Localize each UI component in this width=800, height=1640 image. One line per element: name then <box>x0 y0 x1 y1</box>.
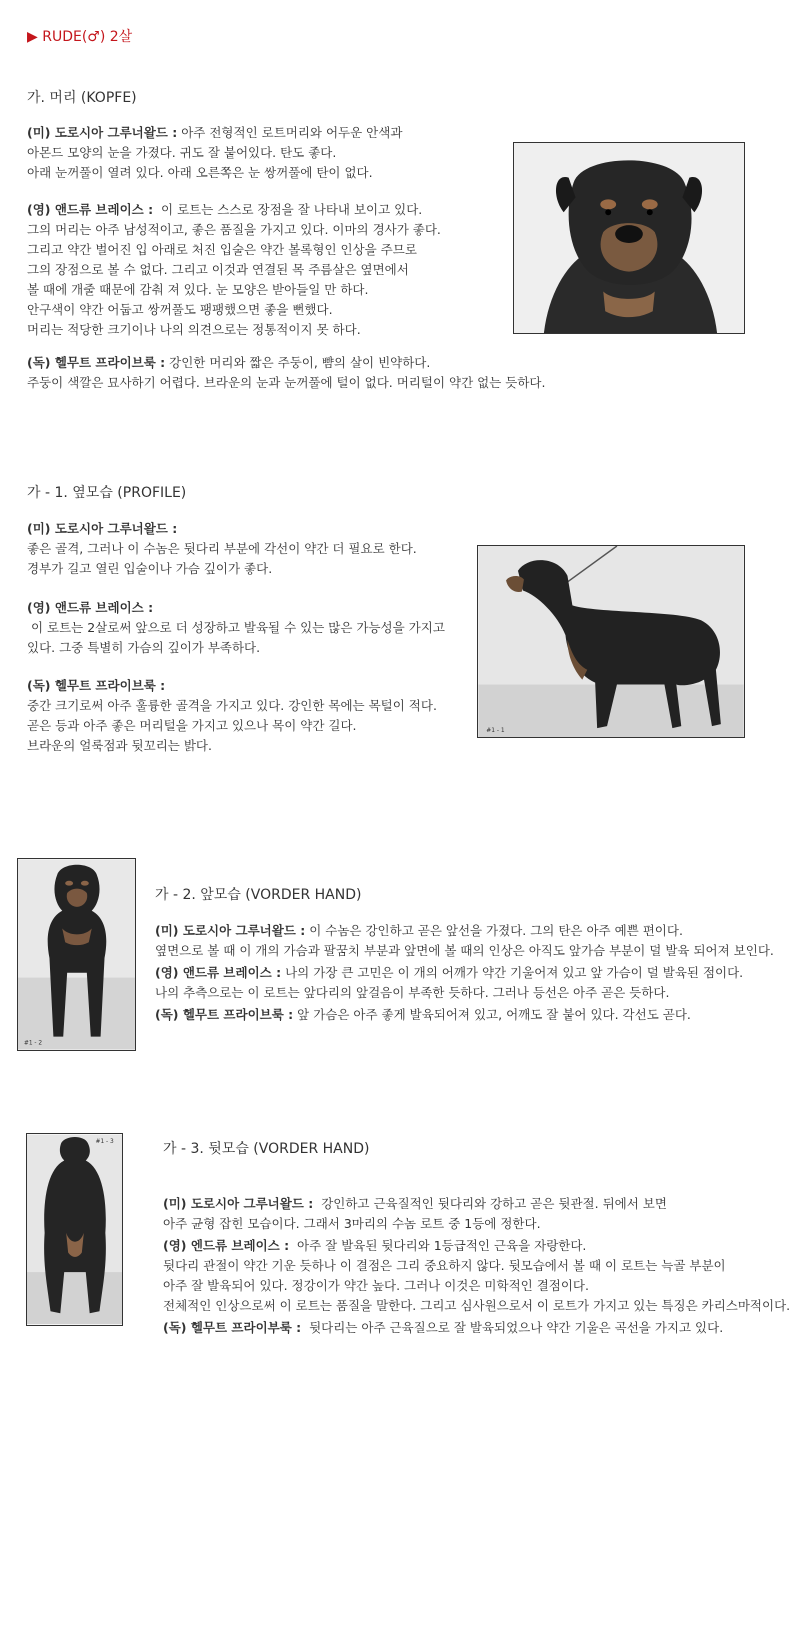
judge-label: (미) 도로시아 그루너왈드 : <box>27 125 178 140</box>
judge-label: (영) 엔드류 브레이스 : <box>163 1238 290 1253</box>
comment-line: 아주 전형적인 로트머리와 어두운 안색과 <box>181 125 403 140</box>
judge-label: (미) 도로시아 그루너왈드 : <box>27 521 178 536</box>
photo-caption: #1 - 3 <box>95 1138 114 1145</box>
comment-line: 옆면으로 볼 때 이 개의 가슴과 팔꿈치 부분과 앞면에 볼 때의 인상은 아직도 앞가슴 부분이 덜 발육 되어져 보인다. <box>155 943 774 958</box>
section-profile-us-comment <box>27 519 417 579</box>
section-rear-comments <box>163 1194 790 1338</box>
comment-line: 곧은 등과 아주 좋은 머리털을 가지고 있으나 목이 약간 길다. <box>27 718 357 733</box>
front-photo <box>17 858 136 1051</box>
comment-line: 아래 눈꺼풀이 열려 있다. 아래 오른쪽은 눈 쌍꺼풀에 탄이 없다. <box>27 165 373 180</box>
comment-line: 중간 크기로써 아주 훌륭한 골격을 가지고 있다. 강인한 목에는 목털이 적다. <box>27 698 437 713</box>
photo-caption: #1 - 1 <box>486 727 505 735</box>
judge-label: (독) 헬무트 프라이부룩 : <box>163 1320 302 1335</box>
judge-label: (영) 앤드류 브레이스 : <box>27 600 154 615</box>
comment-line: 강인하고 근육질적인 뒷다리와 강하고 곧은 뒷관절. 뒤에서 보면 <box>321 1196 667 1211</box>
comment-line: 뒷다리는 아주 근육질으로 잘 발육되었으나 약간 기울은 곡선을 가지고 있다. <box>309 1320 724 1335</box>
section-rear-heading: 가 - 3. 뒷모습 (VORDER HAND) <box>163 1141 370 1157</box>
comment-line: 볼 때에 개줄 때문에 감춰 져 있다. 눈 모양은 받아들일 만 하다. <box>27 282 369 297</box>
section-head-uk-comment <box>27 200 441 340</box>
comment-line: 주둥이 색깔은 묘사하기 어렵다. 브라운의 눈과 눈꺼풀에 털이 없다. 머리털이 약간 없는 듯하다. <box>27 375 546 390</box>
comment-line: 아주 잘 발육된 뒷다리와 1등급적인 근육을 자랑한다. <box>297 1238 587 1253</box>
dog-profile-image <box>478 546 744 737</box>
rear-photo <box>26 1133 123 1326</box>
page-title <box>27 26 132 46</box>
comment-line: 이 로트는 스스로 장점을 잘 나타내 보이고 있다. <box>161 202 423 217</box>
profile-photo <box>477 545 745 738</box>
comment-line: 머리는 적당한 크기이나 나의 의견으로는 정통적이지 못 하다. <box>27 322 361 337</box>
judge-label: (영) 앤드류 브레이스 : <box>27 202 154 217</box>
comment-line: 안구색이 약간 어둡고 쌍꺼풀도 팽팽했으면 좋을 뻔했다. <box>27 302 333 317</box>
comment-line: 강인한 머리와 짧은 주둥이, 뺨의 살이 빈약하다. <box>169 355 431 370</box>
judge-label: (독) 헬무트 프라이브룩 : <box>155 1007 294 1022</box>
triangle-bullet-icon: ▶ <box>27 29 38 45</box>
head-photo <box>513 142 745 334</box>
comment-line: 뒷다리 관절이 약간 기운 듯하나 이 결점은 그리 중요하지 않다. 뒷모습에서 볼 때 이 로트는 늑골 부분이 <box>163 1258 726 1273</box>
comment-line: 있다. 그중 특별히 가슴의 깊이가 부족하다. <box>27 640 261 655</box>
comment-line: 브라운의 얼룩점과 뒷꼬리는 밝다. <box>27 738 212 753</box>
dog-rear-image <box>27 1134 122 1325</box>
judge-label: (독) 헬무트 프라이브룩 : <box>27 678 166 693</box>
section-head-heading: 가. 머리 (KOPFE) <box>27 90 137 106</box>
comment-line: 이 로트는 2살로써 앞으로 더 성장하고 발육될 수 있는 많은 가능성을 가지고 <box>30 620 445 635</box>
comment-line: 그의 장점으로 볼 수 없다. 그리고 이것과 연결된 목 주름살은 옆면에서 <box>27 262 409 277</box>
dog-head-image <box>514 143 744 333</box>
section-profile-de-comment <box>27 676 437 756</box>
comment-line: 좋은 골격, 그러나 이 수놈은 뒷다리 부분에 각선이 약간 더 필요로 한다. <box>27 541 417 556</box>
comment-line: 경부가 길고 열린 입술이나 가슴 깊이가 좋다. <box>27 561 273 576</box>
comment-line: 나의 가장 큰 고민은 이 개의 어깨가 약간 기울어져 있고 앞 가슴이 덜 발육된 점이다. <box>285 965 744 980</box>
comment-line: 아주 잘 발육되어 있다. 정강이가 약간 높다. 그러나 이것은 미학적인 결점이다. <box>163 1278 589 1293</box>
comment-line: 아주 균형 잡힌 모습이다. 그래서 3마리의 수놈 로트 중 1등에 정한다. <box>163 1216 541 1231</box>
photo-caption: #1 - 2 <box>23 1040 43 1047</box>
comment-line: 나의 추측으로는 이 로트는 앞다리의 앞걸음이 부족한 듯하다. 그러나 등선은 아주 곧은 듯하다. <box>155 985 670 1000</box>
section-front-comments <box>155 921 774 1025</box>
section-head-de-comment <box>27 353 545 393</box>
judge-label: (영) 앤드류 브레이스 : <box>155 965 282 980</box>
comment-line: 아몬드 모양의 눈을 가졌다. 귀도 잘 붙어있다. 탄도 좋다. <box>27 145 337 160</box>
comment-line: 그리고 약간 벌어진 입 아래로 처진 입술은 약간 볼록형인 인상을 주므로 <box>27 242 417 257</box>
section-front-heading: 가 - 2. 앞모습 (VORDER HAND) <box>155 887 362 903</box>
judge-label: (미) 도로시아 그루너왈드 : <box>163 1196 314 1211</box>
comment-line: 이 수놈은 강인하고 곧은 앞선을 가졌다. 그의 탄은 아주 예쁜 편이다. <box>309 923 683 938</box>
comment-line: 앞 가슴은 아주 좋게 발육되어져 있고, 어깨도 잘 붙어 있다. 각선도 곧다. <box>297 1007 691 1022</box>
comment-line: 그의 머리는 아주 남성적이고, 좋은 품질을 가지고 있다. 이마의 경사가 좋다. <box>27 222 441 237</box>
section-profile-heading: 가 - 1. 옆모습 (PROFILE) <box>27 485 187 501</box>
comment-line: 전체적인 인상으로써 이 로트는 품질을 말한다. 그리고 심사원으로서 이 로트가 가지고 있는 특징은 카리스마적이다. <box>163 1298 791 1313</box>
dog-front-image <box>18 859 135 1050</box>
section-head-us-comment <box>27 123 402 183</box>
judge-label: (독) 헬무트 프라이브룩 : <box>27 355 166 370</box>
judge-label: (미) 도로시아 그루너왈드 : <box>155 923 306 938</box>
title-text: RUDE(♂) 2살 <box>42 29 133 45</box>
section-profile-uk-comment <box>27 598 445 658</box>
